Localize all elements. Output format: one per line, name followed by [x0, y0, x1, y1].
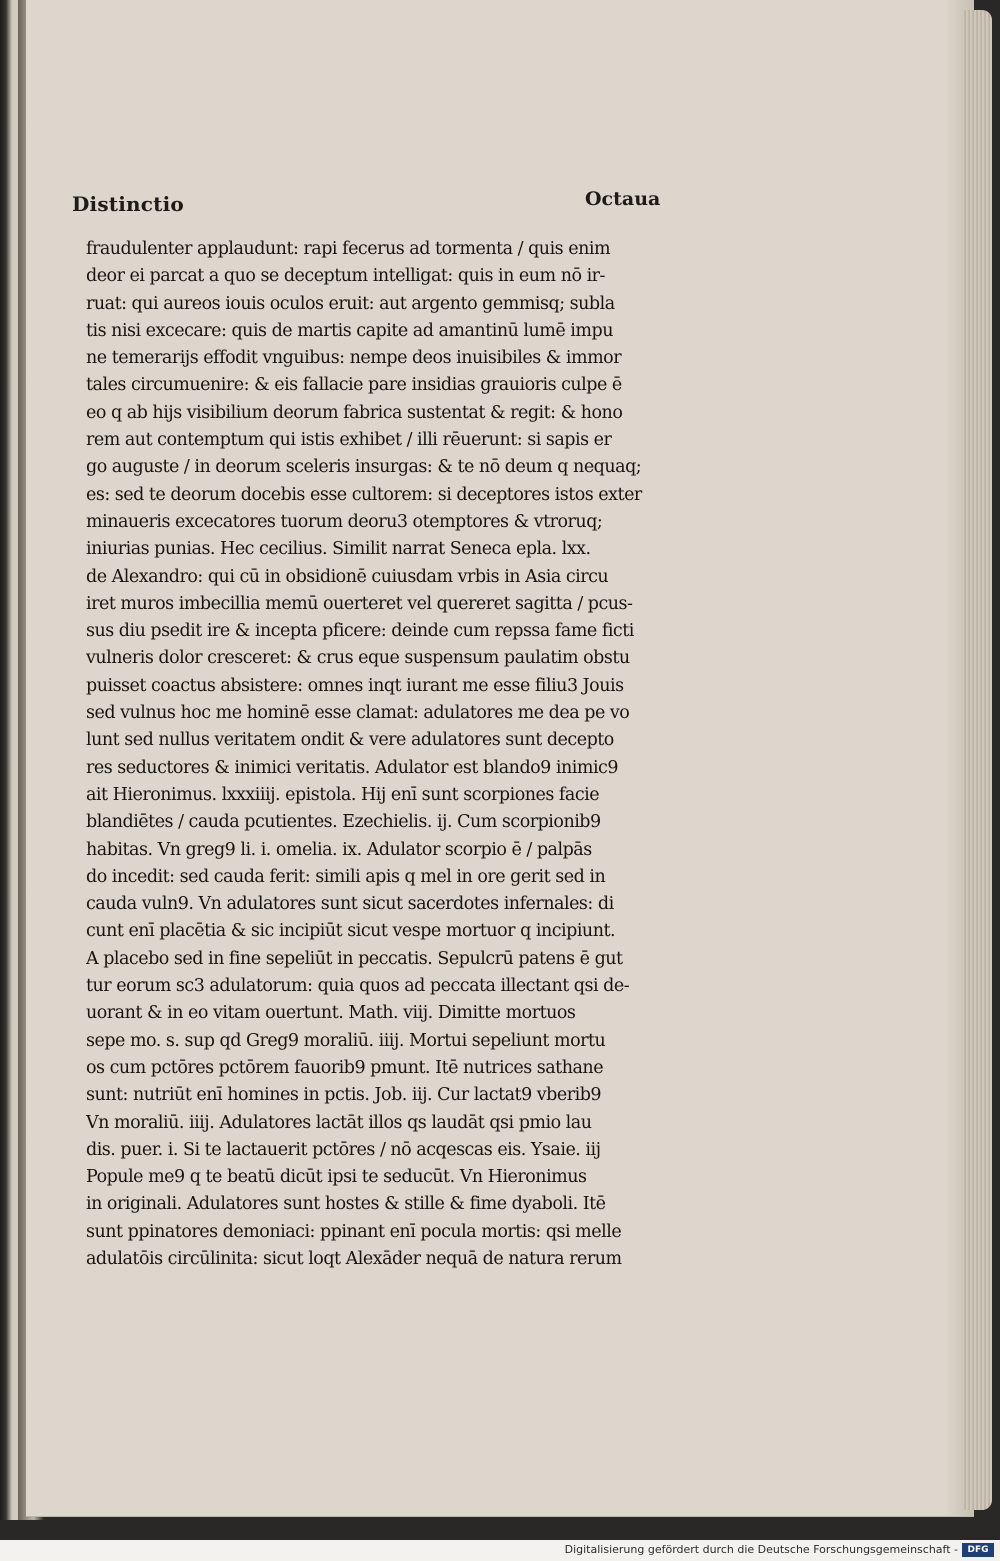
text-column: [86, 236, 686, 1273]
running-header-right: Octaua: [585, 188, 661, 210]
text-line: deor ei parcat a quo se deceptum intelligat: quis in eum nō ir-: [86, 266, 605, 287]
text-line: cauda vuln9. Vn adulatores sunt sicut sacerdotes infernales: di: [86, 894, 614, 915]
text-line: res seductores & inimici veritatis. Adulator est blando9 inimic9: [86, 757, 618, 778]
footer-credit: Digitalisierung gefördert durch die Deutsche Forschungsgemeinschaft -: [564, 1543, 958, 1556]
text-line: ruat: qui aureos iouis oculos eruit: aut argento gemmisq; subla: [86, 293, 615, 314]
text-line: iret muros imbecillia memū ouerteret vel quereret sagitta / pcus-: [86, 593, 633, 614]
text-line: adulatōis circūlinita: sicut loqt Alexāder nequā de natura rerum: [86, 1248, 622, 1269]
text-line: de Alexandro: qui cū in obsidionē cuiusdam vrbis in Asia circu: [86, 566, 609, 587]
fore-edge: [962, 10, 992, 1510]
text-line: tur eorum sc3 adulatorum: quia quos ad peccata illectant qsi de-: [86, 976, 630, 997]
text-line: sunt ppinatores demoniaci: ppinant enī pocula mortis: qsi melle: [86, 1221, 622, 1242]
text-line: puisset coactus absistere: omnes inqt iurant me esse filiu3 Jouis: [86, 675, 624, 696]
text-line: rem aut contemptum qui istis exhibet / illi rēuerunt: si sapis er: [86, 430, 612, 451]
text-line: sepe mo. s. sup qd Greg9 moraliū. iiij. Mortui sepeliunt mortu: [86, 1030, 606, 1051]
text-line: uorant & in eo vitam ouertunt. Math. viij. Dimitte mortuos: [86, 1003, 576, 1024]
text-line: blandiētes / cauda pcutientes. Ezechielis. ij. Cum scorpionib9: [86, 812, 601, 833]
text-line: Vn moraliū. iiij. Adulatores lactāt illos qs laudāt qsi pmio lau: [86, 1112, 592, 1133]
text-line: tales circumuenire: & eis fallacie pare insidias grauioris culpe ē: [86, 375, 622, 396]
text-line: fraudulenter applaudunt: rapi fecerus ad tormenta / quis enim: [86, 239, 611, 259]
text-line: Popule me9 q te beatū dicūt ipsi te seducūt. Vn Hieronimus: [86, 1167, 587, 1188]
text-line: sed vulnus hoc me hominē esse clamat: adulatores me dea pe vo: [86, 703, 630, 724]
text-line: vulneris dolor cresceret: & crus eque suspensum paulatim obstu: [86, 648, 630, 669]
dfg-logo: DFG: [962, 1543, 994, 1557]
text-line: eo q ab hijs visibilium deorum fabrica sustentat & regit: & hono: [86, 402, 623, 423]
text-line: os cum pctōres pctōrem fauorib9 pmunt. Itē nutrices sathane: [86, 1057, 604, 1078]
text-line: go auguste / in deorum sceleris insurgas: & te nō deum q nequaq;: [86, 457, 642, 478]
text-line: do incedit: sed cauda ferit: simili apis q mel in ore gerit sed in: [86, 866, 606, 887]
text-line: minaueris excecatores tuorum deoru3 otemptores & vtroruq;: [86, 511, 603, 532]
running-header-left: Distinctio: [72, 192, 184, 216]
text-line: ne temerarijs effodit vnguibus: nempe deos inuisibiles & immor: [86, 348, 622, 369]
text-line: sus diu psedit ire & incepta pficere: deinde cum repssa fame ficti: [86, 621, 634, 642]
text-line: habitas. Vn greg9 li. i. omelia. ix. Adulator scorpio ē / palpās: [86, 839, 592, 860]
text-line: lunt sed nullus veritatem ondit & vere adulatores sunt decepto: [86, 730, 614, 751]
text-line: dis. puer. i. Si te lactauerit pctōres / nō acqescas eis. Ysaie. iij: [86, 1139, 601, 1160]
text-line: ait Hieronimus. lxxxiiij. epistola. Hij enī sunt scorpiones facie: [86, 784, 600, 805]
text-line: tis nisi excecare: quis de martis capite ad amantinū lumē impu: [86, 320, 613, 341]
text-line: cunt enī placētia & sic incipiūt sicut vespe mortuor q incipiunt.: [86, 921, 616, 942]
text-line: A placebo sed in fine sepeliūt in peccatis. Sepulcrū patens ē gut: [86, 948, 623, 969]
text-line: iniurias punias. Hec cecilius. Similit narrat Seneca epla. lxx.: [86, 539, 591, 560]
text-line: in originali. Adulatores sunt hostes & stille & fime dyaboli. Itē: [86, 1194, 606, 1215]
text-line: sunt: nutriūt enī homines in pctis. Job. iij. Cur lactat9 vberib9: [86, 1085, 602, 1106]
text-line: es: sed te deorum docebis esse cultorem: si deceptores istos exter: [86, 484, 642, 505]
